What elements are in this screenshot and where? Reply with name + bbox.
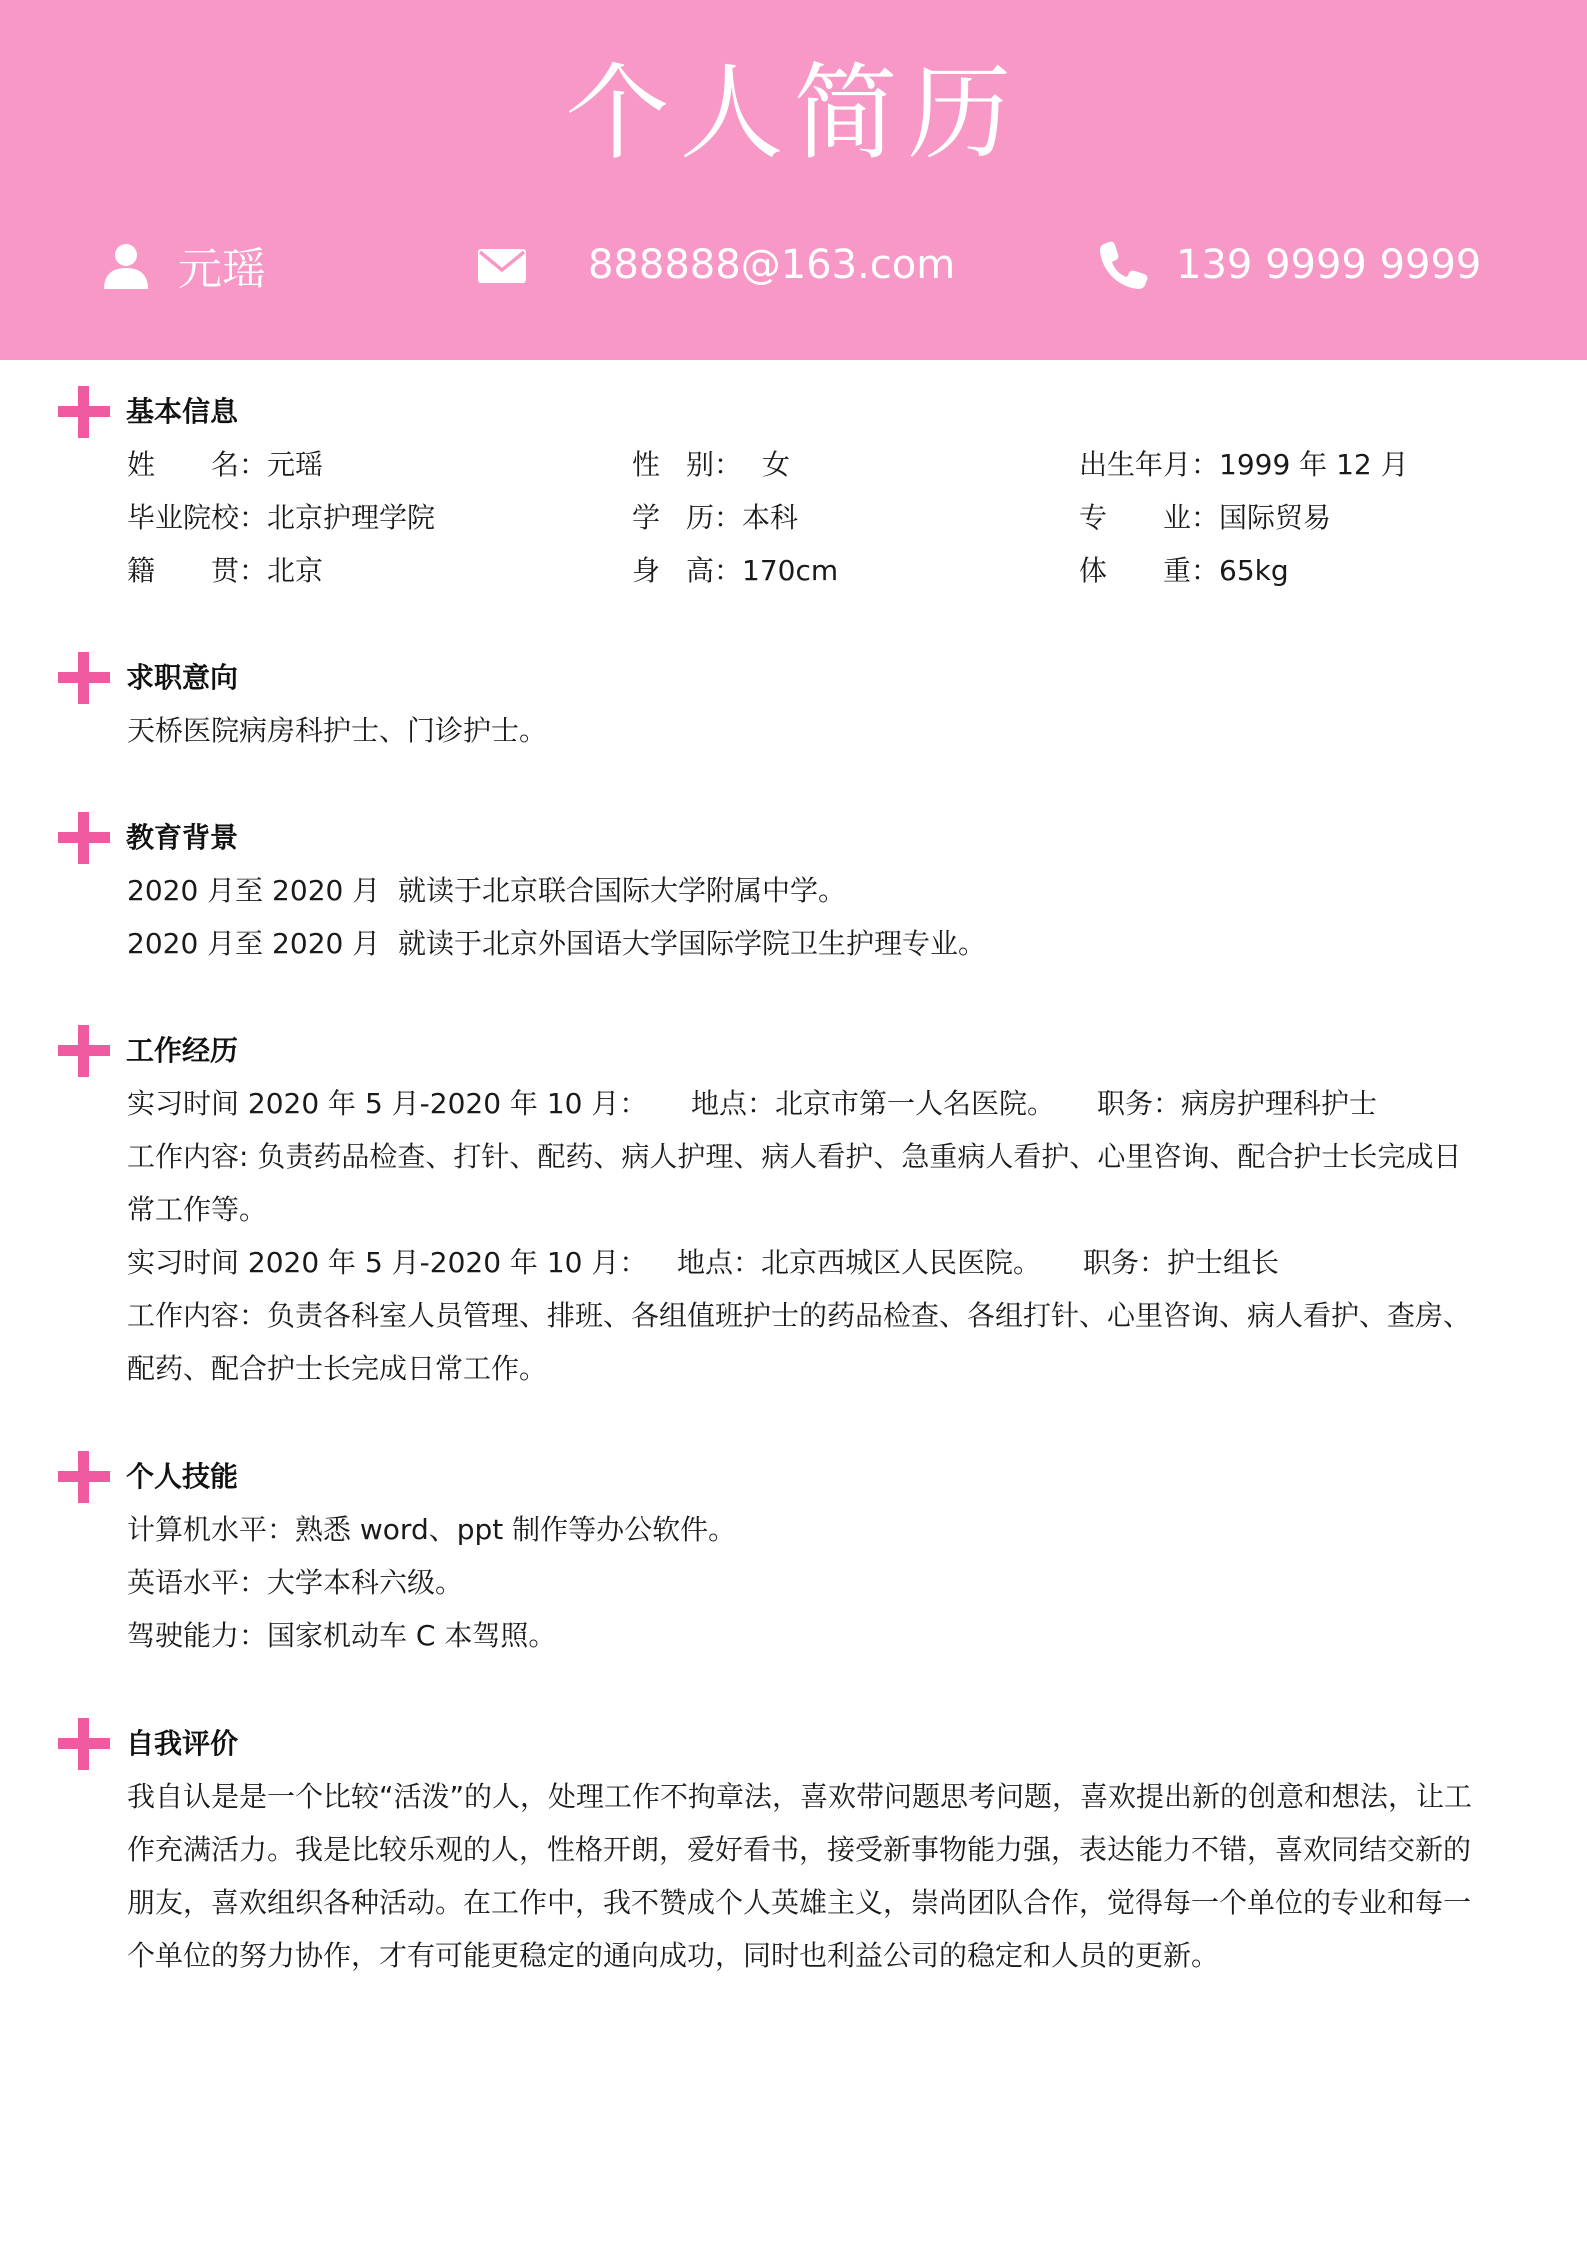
contact-name [100,230,266,300]
phone-icon [1098,239,1150,291]
person-icon [100,239,152,291]
job-time: 实习时间 2020 年 5 月-2020 年 10 月： [127,1087,648,1120]
info-weight: 体 重： 65kg [1079,554,1289,587]
info-height: 身 高： 170cm [632,554,839,587]
section-basic-info [58,382,1538,597]
name-text: 元瑶 [178,244,266,295]
info-name: 姓 名： 元瑶 [127,448,324,481]
mail-icon [476,239,528,291]
email-text[interactable]: 888888@163.com [588,242,956,288]
intent-text: 天桥医院病房科护士、门诊护士。 [127,714,548,747]
section-title: 工作经历 [126,1034,239,1067]
section-skills [58,1447,1538,1662]
info-hometown: 籍 贯： 北京 [127,554,324,587]
job-place: 地点：北京市第一人名医院。 [691,1087,1056,1120]
section-title: 自我评价 [126,1727,239,1760]
plus-icon [58,812,110,864]
education-line: 2020 月至 2020 月 就读于北京联合国际大学附属中学。 [127,874,847,907]
info-row [127,544,1538,597]
plus-icon [58,386,110,438]
section-header [58,1714,1538,1774]
info-degree: 学 历： 本科 [632,501,799,534]
job-header [127,1077,1527,1130]
job-place: 地点：北京西城区人民医院。 [677,1246,1042,1279]
plus-icon [58,1025,110,1077]
section-header [58,1447,1538,1507]
section-title: 求职意向 [126,661,239,694]
job-time: 实习时间 2020 年 5 月-2020 年 10 月： [127,1246,648,1279]
section-self-evaluation [58,1714,1538,1982]
plus-icon [58,652,110,704]
plus-icon [58,1718,110,1770]
header-banner [0,0,1587,360]
section-education [58,808,1538,970]
info-birth: 出生年月：1999 年 12 月 [1079,448,1409,481]
section-header [58,648,1538,708]
phone-text[interactable]: 139 9999 9999 [1176,242,1482,288]
job-content: 工作内容: 负责药品检查、打针、配药、病人护理、病人看护、急重病人看护、心里咨询、配合护士长完成日常工作等。 [127,1140,1462,1226]
info-major: 专 业： 国际贸易 [1079,501,1332,534]
self-evaluation-text: 我自认是是一个比较“活泼”的人，处理工作不拘章法，喜欢带问题思考问题，喜欢提出新的创意和想法，让工作充满活力。我是比较乐观的人，性格开朗，爱好看书，接受新事物能力强，表达能力不错，喜欢同结交新的朋友，喜欢组织各种活动。在工作中，我不赞成个人英雄主义，崇尚团队合作，觉得每一个单位的专业和每一个单位的努力协作，才有可能更稳定的通向成功，同时也利益公司的稳定和人员的更新。 [127,1780,1473,1972]
info-row [127,438,1538,491]
section-header [58,808,1538,868]
skill-line: 计算机水平：熟悉 word、ppt 制作等办公软件。 [127,1513,737,1546]
section-work-experience [58,1021,1538,1395]
skill-line: 英语水平：大学本科六级。 [127,1566,464,1599]
basic-info-grid [127,438,1538,597]
skill-line: 驾驶能力：国家机动车 C 本驾照。 [127,1619,557,1652]
contact-phone [1098,230,1481,300]
section-title: 基本信息 [126,395,239,428]
plus-icon [58,1451,110,1503]
info-school: 毕业院校：北京护理学院 [127,501,436,534]
job-header [127,1236,1527,1289]
job-content: 工作内容：负责各科室人员管理、排班、各组值班护士的药品检查、各组打针、心里咨询、病人看护、查房、配药、配合护士长完成日常工作。 [127,1299,1472,1385]
section-title: 个人技能 [126,1460,239,1493]
section-title: 教育背景 [126,821,239,854]
section-header [58,1021,1538,1081]
education-line: 2020 月至 2020 月 就读于北京外国语大学国际学院卫生护理专业。 [127,927,987,960]
job-role: 职务：护士组长 [1083,1246,1280,1279]
contact-email [476,230,955,300]
info-gender: 性 别： 女 [632,448,791,481]
resume-title: 个人简历 [565,52,1022,174]
job-role: 职务：病房护理科护士 [1097,1087,1378,1120]
section-header [58,382,1538,442]
info-row [127,491,1538,544]
section-job-intent [58,648,1538,757]
